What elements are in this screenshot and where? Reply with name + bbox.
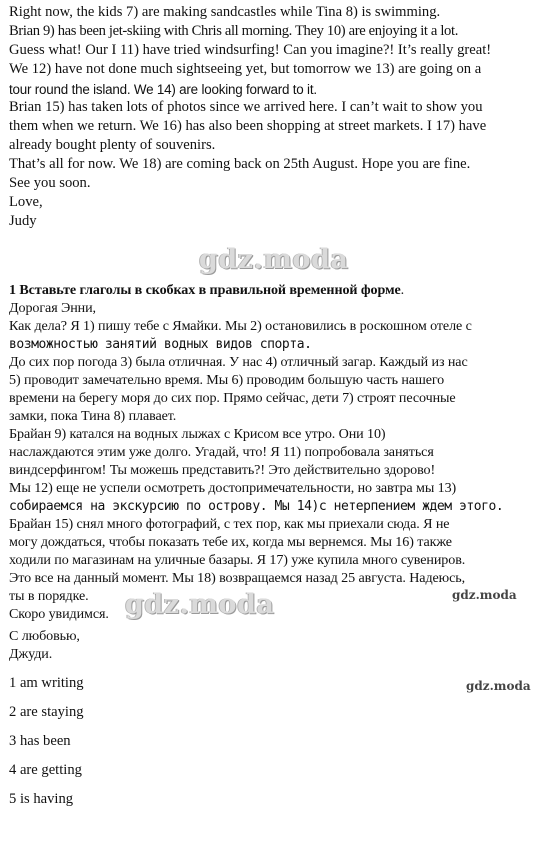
letter-line: already bought plenty of souvenirs.	[9, 137, 216, 153]
task-title-period: .	[400, 282, 405, 298]
watermark-small: gdz.moda	[452, 588, 517, 602]
letter-line: Джуди.	[9, 646, 53, 662]
task-title-text: 1 Вставьте глаголы в скобках в правильной временной форме	[9, 282, 401, 298]
letter-line: Брайан 15) снял много фотографий, с тех пор, как мы приехали сюда. Я не	[9, 516, 450, 532]
letter-line: Brian 9) has been jet-skiing with Chris all morning. They 10) are enjoying it a lot.	[9, 23, 458, 39]
letter-line: See you soon.	[9, 175, 91, 191]
letter-line: them when we return. We 16) has also been shopping at street markets. I 17) have	[9, 118, 487, 134]
letter-line: Right now, the kids 7) are making sandcastles while Tina 8) is swimming.	[9, 4, 441, 20]
answer-item: 4 are getting	[9, 762, 82, 778]
letter-line: виндсерфингом! Ты можешь представить?! Это действительно здорово!	[9, 462, 436, 478]
letter-line: Это все на данный момент. Мы 18) возвращаемся назад 25 августа. Надеюсь,	[9, 570, 466, 586]
watermark-logo: gdz.moda	[199, 244, 349, 275]
letter-line: Judy	[9, 213, 37, 229]
letter-line: Брайан 9) катался на водных лыжах с Крисом все утро. Они 10)	[9, 426, 386, 442]
letter-line: времени на берегу моря до сих пор. Прямо сейчас, дети 7) строят песочные	[9, 390, 456, 406]
task-title	[9, 281, 404, 300]
letter-line: Brian 15) has taken lots of photos since we arrived here. I can’t wait to show you	[9, 99, 483, 115]
answer-item: 2 are staying	[9, 704, 84, 720]
letter-line: Как дела? Я 1) пишу тебе с Ямайки. Мы 2) остановились в роскошном отеле с	[9, 318, 472, 334]
letter-line: Guess what! Our I 11) have tried windsurfing! Can you imagine?! It’s really great!	[9, 42, 492, 58]
letter-line: могу дождаться, чтобы показать тебе их, когда мы вернемся. Мы 16) также	[9, 534, 452, 550]
letter-line: Мы 12) еще не успели осмотреть достопримечательности, но завтра мы 13)	[9, 480, 457, 496]
answer-item: 1 am writing	[9, 675, 84, 691]
letter-line: We 12) have not done much sightseeing yet, but tomorrow we 13) are going on a	[9, 61, 482, 77]
letter-line: наслаждаются этим уже долго. Угадай, что! Я 11) попробовала заняться	[9, 444, 434, 460]
letter-line: Скоро увидимся.	[9, 606, 109, 622]
answer-item: 5 is having	[9, 791, 74, 807]
watermark-logo: gdz.moda	[125, 589, 275, 620]
letter-line: замки, пока Тина 8) плавает.	[9, 408, 177, 424]
letter-line: 5) проводит замечательно время. Мы 6) проводим большую часть нашего	[9, 372, 445, 388]
letter-line: Дорогая Энни,	[9, 300, 96, 316]
letter-line: tour round the island. We 14) are looking forward to it.	[9, 82, 317, 97]
letter-line: собираемся на экскурсию по острову. Мы 14)с нетерпением ждем этого.	[9, 499, 504, 514]
letter-line: Love,	[9, 194, 43, 210]
letter-line: До сих пор погода 3) была отличная. У нас 4) отличный загар. Каждый из нас	[9, 354, 468, 370]
watermark-small: gdz.moda	[466, 679, 531, 693]
letter-line: возможностью занятий водных видов спорта.	[9, 337, 312, 352]
letter-line: С любовью,	[9, 628, 80, 644]
answer-item: 3 has been	[9, 733, 71, 749]
letter-line: ты в порядке.	[9, 588, 89, 604]
letter-line: ходили по магазинам на уличные базары. Я 17) уже купила много сувениров.	[9, 552, 466, 568]
letter-line: That’s all for now. We 18) are coming back on 25th August. Hope you are fine.	[9, 156, 471, 172]
